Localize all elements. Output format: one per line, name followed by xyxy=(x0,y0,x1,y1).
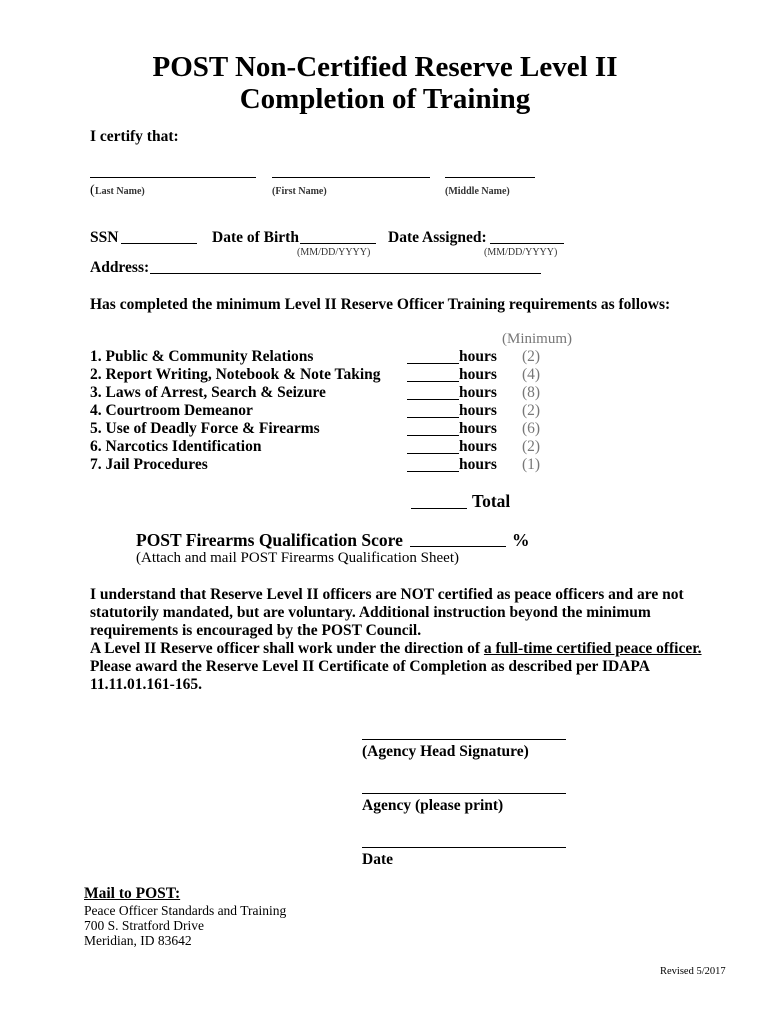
completed-statement: Has completed the minimum Level II Reserve Officer Training requirements as follows: xyxy=(90,296,671,313)
full-time-officer-underlined: a full-time certified peace officer. xyxy=(483,640,702,657)
ssn-label: SSN xyxy=(90,229,119,246)
firearms-label: POST Firearms Qualification Score xyxy=(136,530,403,550)
para-line: requirements is encouraged by the POST Council. xyxy=(90,622,422,639)
course-hours-label: hours xyxy=(459,402,497,419)
total-label: Total xyxy=(472,491,511,511)
mail-address-line1: Peace Officer Standards and Training xyxy=(84,903,287,918)
date-label: Date xyxy=(362,851,393,868)
agency-head-signature-field[interactable] xyxy=(362,739,566,740)
course-hours-field[interactable] xyxy=(407,435,459,436)
course-hours-label: hours xyxy=(459,348,497,365)
dob-field[interactable] xyxy=(300,243,376,244)
course-minimum: (4) xyxy=(522,366,541,383)
para-line: I understand that Reserve Level II officers are NOT certified as peace officers and are not xyxy=(90,586,684,603)
course-name: 1. Public & Community Relations xyxy=(90,348,314,365)
first-name-field[interactable] xyxy=(272,177,430,178)
dob-label: Date of Birth xyxy=(212,229,299,246)
assigned-format: (MM/DD/YYYY) xyxy=(484,247,558,258)
para-line4-text: A Level II Reserve officer shall work under the direction of xyxy=(90,640,484,657)
last-name-field[interactable] xyxy=(90,177,256,178)
course-hours-field[interactable] xyxy=(407,471,459,472)
course-minimum: (2) xyxy=(522,402,541,419)
address-label: Address: xyxy=(90,259,150,276)
address-field[interactable] xyxy=(150,273,541,274)
form-title-line2: Completion of Training xyxy=(239,83,531,115)
agency-head-signature-label: (Agency Head Signature) xyxy=(362,743,529,760)
course-hours-field[interactable] xyxy=(407,399,459,400)
course-hours-label: hours xyxy=(459,420,497,437)
course-minimum: (8) xyxy=(522,384,541,401)
middle-name-label: (Middle Name) xyxy=(445,186,510,197)
ssn-field[interactable] xyxy=(121,243,197,244)
course-hours-field[interactable] xyxy=(407,453,459,454)
first-name-label: (First Name) xyxy=(272,186,327,197)
course-hours-field[interactable] xyxy=(407,417,459,418)
course-row xyxy=(90,384,690,402)
minimum-header: (Minimum) xyxy=(502,331,572,347)
course-row xyxy=(90,348,690,366)
course-name: 2. Report Writing, Notebook & Note Taking xyxy=(90,366,381,383)
firearms-note: (Attach and mail POST Firearms Qualification Sheet) xyxy=(136,550,459,566)
course-minimum: (1) xyxy=(522,456,541,473)
mail-to-heading: Mail to POST: xyxy=(84,885,181,902)
certify-label: I certify that: xyxy=(90,128,179,145)
total-hours-field[interactable] xyxy=(411,508,467,509)
course-row xyxy=(90,366,690,384)
firearms-score-field[interactable] xyxy=(410,546,506,547)
mail-address-line3: Meridian, ID 83642 xyxy=(84,933,192,948)
form-title-line1: POST Non-Certified Reserve Level II xyxy=(152,51,618,83)
course-name: 3. Laws of Arrest, Search & Seizure xyxy=(90,384,326,401)
course-minimum: (6) xyxy=(522,420,541,437)
para-line: 11.11.01.161-165. xyxy=(90,676,202,693)
last-name-label: Last Name) xyxy=(95,186,145,197)
course-hours-label: hours xyxy=(459,384,497,401)
dob-format: (MM/DD/YYYY) xyxy=(297,247,371,258)
mail-address-line2: 700 S. Stratford Drive xyxy=(84,918,204,933)
revised-date: Revised 5/2017 xyxy=(660,966,726,977)
para-line: statutorily mandated, but are voluntary. Additional instruction beyond the minimum xyxy=(90,604,651,621)
agency-print-label: Agency (please print) xyxy=(362,797,504,814)
para-line: Please award the Reserve Level II Certificate of Completion as described per IDAPA xyxy=(90,658,650,675)
date-field[interactable] xyxy=(362,847,566,848)
last-name-paren: ( xyxy=(90,183,95,198)
para-line xyxy=(90,640,710,658)
date-assigned-label: Date Assigned: xyxy=(388,229,487,246)
course-row xyxy=(90,402,690,420)
course-name: 4. Courtroom Demeanor xyxy=(90,402,253,419)
course-hours-label: hours xyxy=(459,366,497,383)
course-minimum: (2) xyxy=(522,348,541,365)
middle-name-field[interactable] xyxy=(445,177,535,178)
percent-sign: % xyxy=(512,530,530,550)
course-hours-field[interactable] xyxy=(407,363,459,364)
course-name: 5. Use of Deadly Force & Firearms xyxy=(90,420,320,437)
course-minimum: (2) xyxy=(522,438,541,455)
date-assigned-field[interactable] xyxy=(490,243,564,244)
course-hours-field[interactable] xyxy=(407,381,459,382)
course-hours-label: hours xyxy=(459,456,497,473)
course-row xyxy=(90,420,690,438)
course-name: 6. Narcotics Identification xyxy=(90,438,262,455)
course-hours-label: hours xyxy=(459,438,497,455)
course-row xyxy=(90,456,690,474)
agency-print-field[interactable] xyxy=(362,793,566,794)
course-name: 7. Jail Procedures xyxy=(90,456,208,473)
course-row xyxy=(90,438,690,456)
certification-paragraph xyxy=(90,586,710,694)
